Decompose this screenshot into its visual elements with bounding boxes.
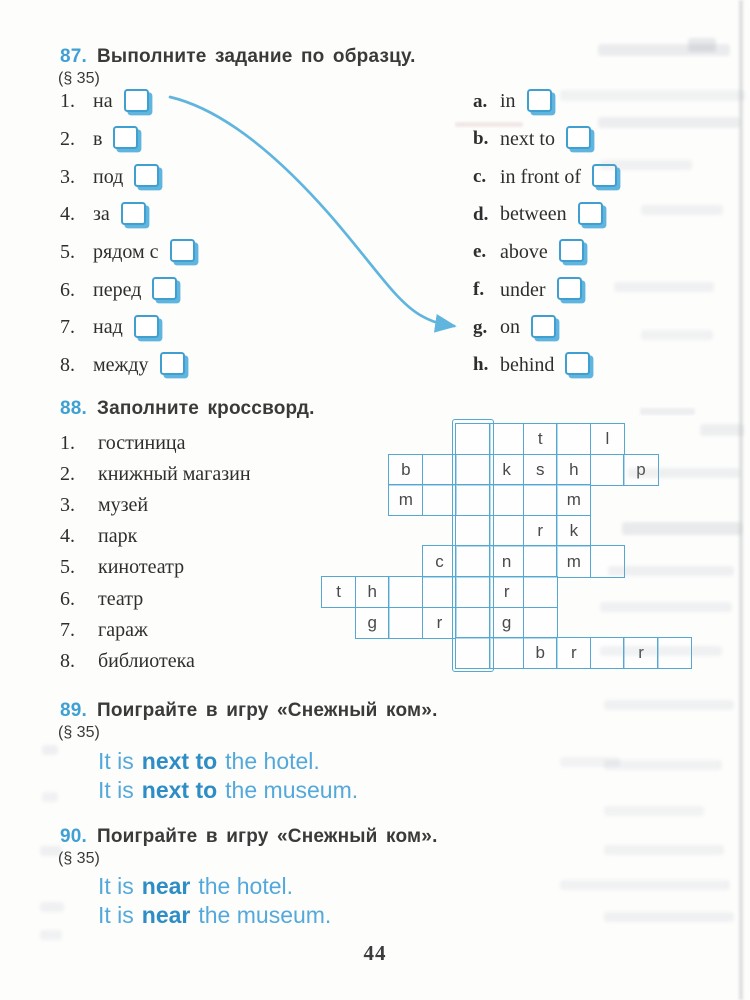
crossword-cell[interactable]: r	[623, 637, 658, 669]
sentence-start: It is	[98, 902, 134, 928]
crossword-clue	[60, 615, 251, 646]
match-item-left	[60, 158, 195, 196]
clue-number: 7.	[60, 618, 75, 641]
answer-box[interactable]	[565, 352, 590, 375]
crossword-cell[interactable]	[455, 576, 490, 608]
crossword-cell[interactable]	[523, 607, 558, 639]
item-word: above	[500, 240, 548, 263]
item-letter: g.	[473, 316, 488, 338]
clue-word: кинотеатр	[98, 556, 185, 579]
crossword-cell[interactable]: t	[523, 423, 558, 455]
item-letter: c.	[473, 166, 487, 188]
crossword-clue-list	[60, 428, 251, 677]
exercise-title: Выполните задание по образцу.	[97, 46, 416, 67]
item-word: перед	[93, 278, 142, 301]
exercise-89-header	[60, 700, 438, 722]
match-item-right	[473, 83, 617, 121]
crossword-cell[interactable]	[388, 576, 423, 608]
example-sentence	[98, 902, 331, 929]
match-item-right	[473, 196, 617, 234]
match-item-left	[60, 121, 195, 159]
match-item-right	[473, 121, 617, 159]
paragraph-reference: (§ 35)	[58, 70, 100, 87]
crossword-cell[interactable]: c	[422, 545, 457, 577]
crossword-cell[interactable]: r	[489, 576, 524, 608]
answer-box[interactable]	[152, 277, 177, 300]
sentence-start: It is	[98, 873, 134, 899]
page-number: 44	[363, 941, 387, 965]
match-item-left	[60, 83, 195, 121]
crossword-cell[interactable]	[590, 637, 625, 669]
match-item-right	[473, 346, 617, 384]
match-item-left	[60, 196, 195, 234]
item-word: on	[500, 316, 520, 339]
item-letter: b.	[473, 128, 489, 150]
item-word: в	[93, 127, 103, 150]
clue-number: 5.	[60, 556, 75, 579]
sentence-end: the museum.	[225, 777, 359, 803]
paragraph-reference: (§ 35)	[58, 850, 100, 867]
item-letter: f.	[473, 279, 485, 301]
sentence-start: It is	[98, 748, 134, 774]
clue-word: театр	[98, 587, 144, 610]
item-word: за	[93, 203, 110, 226]
match-item-right	[473, 271, 617, 309]
item-number: 1.	[60, 90, 75, 113]
match-item-left	[60, 309, 195, 347]
item-word: between	[500, 203, 567, 226]
answer-box[interactable]	[527, 89, 552, 112]
answer-box[interactable]	[559, 239, 584, 262]
crossword-cell[interactable]	[455, 607, 490, 639]
item-word: под	[93, 165, 124, 188]
crossword-clue	[60, 459, 251, 490]
item-word: над	[93, 316, 123, 339]
crossword-cell[interactable]: h	[556, 454, 591, 486]
answer-box[interactable]	[121, 202, 146, 225]
crossword-cell[interactable]	[523, 576, 558, 608]
sentence-keyword: near	[141, 873, 191, 899]
crossword-cell[interactable]: r	[556, 637, 591, 669]
answer-box[interactable]	[557, 277, 582, 300]
answer-box[interactable]	[531, 315, 556, 338]
crossword-cell[interactable]	[590, 454, 625, 486]
crossword-cell[interactable]	[489, 637, 524, 669]
sentence-end: the hotel.	[225, 748, 320, 774]
item-word: рядом с	[93, 240, 159, 263]
crossword-clue	[60, 521, 251, 552]
crossword-cell[interactable]: l	[590, 423, 625, 455]
example-sentence	[98, 873, 293, 900]
crossword-cell[interactable]: m	[388, 484, 423, 516]
exercise-90-header	[60, 826, 438, 848]
crossword-cell[interactable]: p	[623, 454, 658, 486]
crossword-clue	[60, 646, 251, 677]
item-letter: a.	[473, 90, 488, 112]
answer-box[interactable]	[134, 164, 159, 187]
crossword-cell[interactable]	[422, 454, 457, 486]
crossword-cell[interactable]: b	[388, 454, 423, 486]
item-number: 6.	[60, 278, 75, 301]
answer-box[interactable]	[160, 352, 185, 375]
crossword-cell[interactable]: r	[523, 515, 558, 547]
crossword-cell[interactable]: n	[489, 545, 524, 577]
item-letter: e.	[473, 241, 487, 263]
item-number: 5.	[60, 240, 75, 263]
crossword-cell[interactable]	[455, 423, 490, 455]
sentence-keyword: next to	[141, 748, 218, 774]
exercise-title: Заполните кроссворд.	[97, 398, 315, 419]
crossword-cell[interactable]: h	[355, 576, 390, 608]
crossword-cell[interactable]	[455, 637, 490, 669]
crossword-cell[interactable]: b	[523, 637, 558, 669]
page-edge-shadow	[739, 0, 743, 1000]
item-word: in	[500, 90, 516, 113]
match-column-russian	[60, 83, 195, 384]
match-item-left	[60, 234, 195, 272]
crossword-cell[interactable]	[455, 545, 490, 577]
crossword-cell[interactable]: k	[489, 454, 524, 486]
match-item-left	[60, 346, 195, 384]
item-number: 7.	[60, 316, 75, 339]
crossword-cell[interactable]	[523, 484, 558, 516]
clue-word: музей	[98, 494, 149, 517]
answer-box[interactable]	[113, 126, 138, 149]
clue-word: гостиница	[98, 432, 186, 455]
item-number: 2.	[60, 127, 75, 150]
crossword-cell[interactable]	[422, 484, 457, 516]
crossword-clue	[60, 490, 251, 521]
crossword-cell[interactable]	[489, 484, 524, 516]
example-sentence	[98, 748, 320, 775]
item-word: next to	[500, 127, 555, 150]
clue-number: 6.	[60, 587, 75, 610]
crossword-clue	[60, 583, 251, 614]
answer-box[interactable]	[592, 164, 617, 187]
answer-box[interactable]	[566, 126, 591, 149]
item-letter: h.	[473, 354, 489, 376]
clue-number: 2.	[60, 463, 75, 486]
crossword-cell[interactable]	[489, 423, 524, 455]
clue-number: 1.	[60, 432, 75, 455]
sentence-keyword: near	[141, 902, 191, 928]
match-item-right	[473, 158, 617, 196]
crossword-cell[interactable]	[590, 545, 625, 577]
crossword-cell[interactable]	[388, 607, 423, 639]
crossword-cell[interactable]: s	[523, 454, 558, 486]
item-word: in front of	[500, 165, 582, 188]
item-word: under	[500, 278, 546, 301]
answer-box[interactable]	[170, 239, 195, 262]
item-letter: d.	[473, 203, 489, 225]
answer-box[interactable]	[578, 202, 603, 225]
crossword-clue	[60, 428, 251, 459]
crossword-cell[interactable]	[489, 515, 524, 547]
clue-word: парк	[98, 525, 138, 548]
answer-box[interactable]	[134, 315, 159, 338]
exercise-number: 88.	[60, 398, 88, 419]
clue-word: гараж	[98, 618, 148, 641]
crossword-cell[interactable]: k	[556, 515, 591, 547]
example-sentence	[98, 777, 358, 804]
crossword-cell[interactable]: m	[556, 545, 591, 577]
crossword-cell[interactable]: g	[355, 607, 390, 639]
item-word: на	[93, 90, 113, 113]
crossword-cell[interactable]: g	[489, 607, 524, 639]
exercise-87-header	[60, 46, 416, 68]
match-item-right	[473, 309, 617, 347]
match-item-right	[473, 234, 617, 272]
crossword-grid	[321, 423, 693, 670]
crossword-cell[interactable]	[455, 484, 490, 516]
exercise-number: 89.	[60, 700, 88, 721]
clue-word: библиотека	[98, 649, 195, 672]
clue-word: книжный магазин	[98, 463, 251, 486]
clue-number: 4.	[60, 525, 75, 548]
match-column-english	[473, 83, 617, 384]
crossword-cell[interactable]	[523, 545, 558, 577]
crossword-clue	[60, 552, 251, 583]
sentence-end: the hotel.	[198, 873, 294, 899]
crossword-cell[interactable]: r	[422, 607, 457, 639]
sentence-end: the museum.	[198, 902, 332, 928]
crossword-cell[interactable]	[455, 515, 490, 547]
item-number: 3.	[60, 165, 75, 188]
exercise-title: Поиграйте в игру «Снежный ком».	[97, 700, 438, 721]
answer-box[interactable]	[124, 89, 149, 112]
exercise-number: 90.	[60, 826, 88, 847]
item-number: 8.	[60, 353, 75, 376]
clue-number: 8.	[60, 649, 75, 672]
item-word: behind	[500, 353, 555, 376]
exercise-title: Поиграйте в игру «Снежный ком».	[97, 826, 438, 847]
sentence-start: It is	[98, 777, 134, 803]
match-item-left	[60, 271, 195, 309]
item-word: между	[93, 353, 149, 376]
exercise-number: 87.	[60, 46, 88, 67]
crossword-cell[interactable]	[657, 637, 692, 669]
crossword-cell[interactable]	[455, 454, 490, 486]
paragraph-reference: (§ 35)	[58, 724, 100, 741]
sentence-keyword: next to	[141, 777, 218, 803]
crossword-cell[interactable]: m	[556, 484, 591, 516]
crossword-cell[interactable]	[422, 576, 457, 608]
crossword-cell[interactable]	[556, 423, 591, 455]
item-number: 4.	[60, 203, 75, 226]
crossword-cell[interactable]: t	[321, 576, 356, 608]
clue-number: 3.	[60, 494, 75, 517]
exercise-88-header	[60, 398, 315, 420]
